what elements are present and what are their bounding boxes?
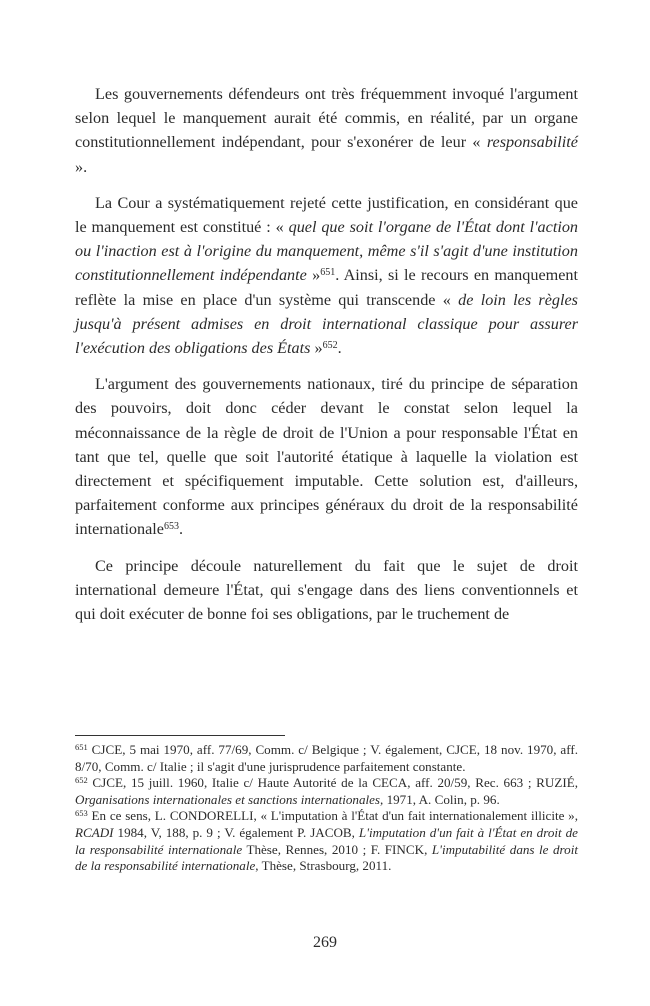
footnote-ref: 652 xyxy=(75,775,88,786)
italic-text: responsabilité xyxy=(486,133,578,152)
paragraph xyxy=(75,372,578,541)
footnote-ref: 651 xyxy=(320,267,336,279)
footnote xyxy=(75,742,578,775)
footnote-ref: 651 xyxy=(75,742,88,752)
body-text xyxy=(75,82,578,638)
footnote-separator xyxy=(75,735,285,736)
footnote xyxy=(75,808,578,874)
text-run: La Cour a systématiquement rejeté cette justification, en considérant que le manquement est constitué : « xyxy=(75,193,578,237)
text-run: . xyxy=(179,520,184,539)
italic-text: quel que soit l'organe de l'État dont l'action ou l'inaction est à l'origine du manquement, même s'il s'agit d'une institution constitutionnellement indépendante xyxy=(75,218,579,285)
italic-text: de loin les règles jusqu'à présent admises en droit international classique pour assurer l'exécution des obligations des États xyxy=(75,290,578,358)
paragraph xyxy=(75,82,578,179)
text-run: , Thèse, Strasbourg, 2011. xyxy=(255,858,392,874)
italic-text: Organisations internationales et sanctions internationales, xyxy=(75,791,384,807)
text-run: En ce sens, L. CONDORELLI, « L'imputation à l'État d'un fait internationalement illicite », xyxy=(87,808,578,824)
footnote xyxy=(75,775,578,808)
footnote-ref: 652 xyxy=(322,340,338,352)
paragraph xyxy=(75,554,578,627)
text-run: 1984, V, 188, p. 9 ; V. également P. JACOB, xyxy=(113,824,359,840)
footnote-ref: 653 xyxy=(164,521,179,533)
text-run: . Ainsi, si le recours en manquement reflète la mise en place d'un système qui transcende « xyxy=(75,266,578,309)
text-run: Les gouvernements défendeurs ont très fréquemment invoqué l'argument selon lequel le manquement aurait été commis, en réalité, par un organe constitutionnellement indépendant, pour s'exonérer de leur « xyxy=(75,85,578,152)
italic-text: RCADI xyxy=(75,824,114,840)
text-run: ». xyxy=(75,157,88,176)
text-run: Ce principe découle naturellement du fait que le sujet de droit international demeure l'État, qui s'engage dans des liens conventionnels et qui doit exécuter de bonne foi ses obligations, par le truchement de xyxy=(75,556,578,624)
text-run: » xyxy=(306,266,321,285)
page-number: 269 xyxy=(313,934,337,951)
text-run: 1971, A. Colin, p. 96. xyxy=(383,791,500,807)
text-run: » xyxy=(310,339,323,358)
footnotes xyxy=(75,742,578,875)
text-run: Thèse, Rennes, 2010 ; F. FINCK, xyxy=(242,841,432,857)
italic-text: L'imputabilité dans le droit de la responsabilité internationale xyxy=(75,841,578,874)
text-run: CJCE, 15 juill. 1960, Italie c/ Haute Autorité de la CECA, aff. 20/59, Rec. 663 ; RUZIÉ, xyxy=(87,775,578,791)
text-run: L'argument des gouvernements nationaux, tiré du principe de séparation des pouvoirs, doit donc céder devant le constat selon lequel la méconnaissance de la règle de droit de l'Union a pour responsable l'État en tant que tel, quelle que soit l'autorité étatique à laquelle la violation est directement et spécifiquement imputable. Cette solution est, d'ailleurs, parfaitement conforme aux principes généraux du droit de la responsabilité internationale xyxy=(75,375,578,539)
footnote-ref: 653 xyxy=(75,808,88,819)
text-run: . xyxy=(337,339,342,358)
paragraph xyxy=(75,191,578,360)
text-run: CJCE, 5 mai 1970, aff. 77/69, Comm. c/ Belgique ; V. également, CJCE, 18 nov. 1970, aff. 8/70, Comm. c/ Italie ; il s'agit d'une jurisprudence parfaitement constante. xyxy=(75,742,578,774)
italic-text: L'imputation d'un fait à l'État en droit de la responsabilité internationale xyxy=(75,824,578,857)
